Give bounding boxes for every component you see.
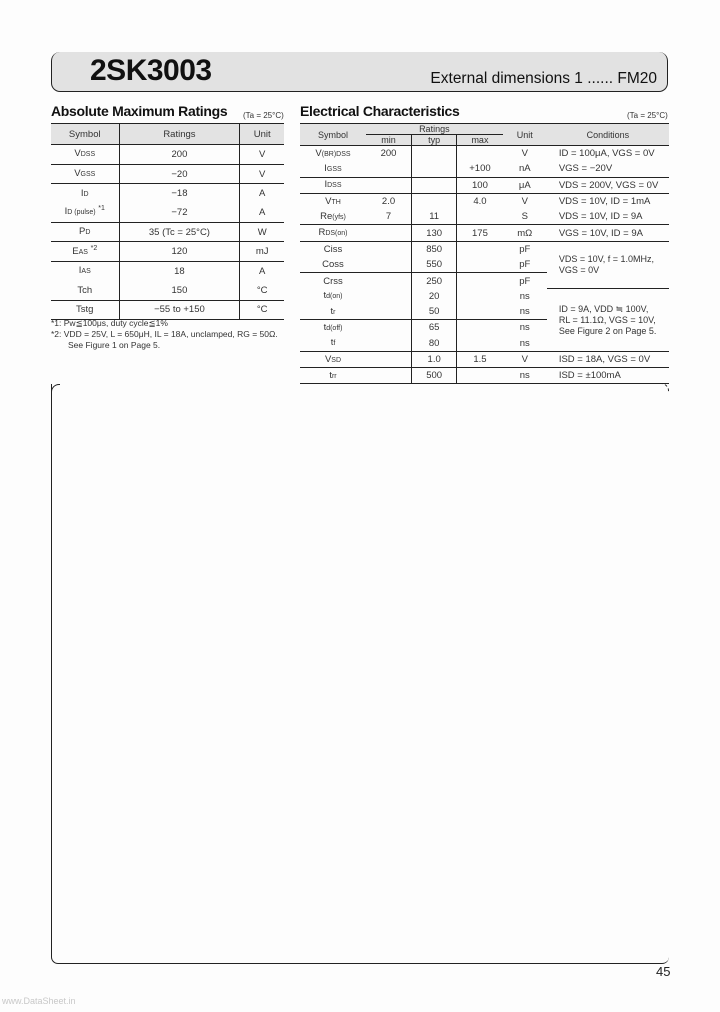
symbol-sub: d(on) [326,293,343,301]
table-row [51,145,284,165]
table-row [300,177,669,193]
table-row [51,164,284,184]
unit: V [240,164,284,184]
unit: pF [519,243,531,255]
electrical-characteristics-table [300,123,669,384]
column-header-conditions: Conditions [547,124,669,146]
table-row [51,184,284,203]
external-dimensions: External dimensions 1 ...... FM20 [430,70,657,87]
table-row [300,351,669,367]
rating: −72 [119,203,240,222]
min: 7 [366,209,412,225]
unit: V [503,351,547,367]
footnote-2: *2: VDD = 25V, L = 650μH, IL = 18A, unclamped, RG = 50Ω. [51,329,278,339]
symbol-sub: D (pulse) [67,209,96,217]
symbol: P [79,226,86,238]
table-row [51,281,284,300]
unit: ns [503,336,547,352]
typ [412,177,457,193]
symbol: t [330,305,334,317]
switching-condition-line: RL = 11.1Ω, VGS = 10V, [558,314,656,325]
unit: pF [503,257,547,273]
symbol: t [329,369,332,381]
min [366,289,412,304]
min: 200 [380,148,397,160]
min: 2.0 [381,196,396,208]
table-row [300,193,669,209]
max [457,146,503,162]
symbol-sub: D [85,229,91,237]
ec-title: Electrical Characteristics [300,103,460,119]
capacitance-condition-line: VGS = 0V [558,264,600,275]
table-row [300,241,669,257]
typ [412,146,457,162]
symbol: R [318,227,326,239]
conditions: VDS = 200V, VGS = 0V [547,177,669,193]
typ: 80 [412,336,457,352]
symbol-sub: d(off) [326,324,343,332]
column-header-unit: Unit [240,124,284,145]
unit: V [240,145,284,165]
conditions: VDS = 10V, ID = 9A [547,209,669,225]
content-frame [51,384,669,964]
rating: 18 [119,262,240,281]
unit: V [521,148,528,160]
unit: nA [503,161,547,177]
symbol: t [330,337,334,349]
max [457,304,503,320]
symbol: Ciss [323,243,343,255]
symbol-sub: rr [331,372,337,380]
symbol-sub: SD [331,356,342,364]
amr-condition-note: (Ta = 25°C) [243,111,284,120]
title-box [51,52,668,92]
switching-conditions [547,289,669,352]
typ: 850 [412,241,457,257]
symbol-sub: (BR)DSS [321,150,351,158]
symbol-sub: TH [331,198,341,206]
footnote-marker: *1 [98,205,105,213]
table-row [51,262,284,281]
min [366,257,412,273]
symbol: V [324,353,332,365]
min [366,241,412,257]
column-header-min: min [366,135,412,146]
table-row [300,289,669,304]
unit: ns [503,304,547,320]
typ: 11 [412,209,457,225]
typ: 50 [412,304,457,320]
unit: S [503,209,547,225]
symbol: t [323,321,327,333]
unit: W [240,222,284,242]
footnote-1: *1: Pw≦100μs, duty cycle≦1% [51,318,168,328]
symbol-sub: D [83,190,89,198]
max: 1.5 [457,351,503,367]
unit: A [259,265,266,277]
rating: 120 [119,242,240,262]
symbol: V [315,147,322,159]
capacitance-condition-line: VDS = 10V, f = 1.0MHz, [558,253,655,264]
max [457,209,503,225]
min [366,336,412,352]
unit: A [259,188,266,200]
conditions: VGS = −20V [547,161,669,177]
typ: 20 [412,289,457,304]
max [457,289,503,304]
max [457,368,503,384]
symbol: Crss [323,275,343,287]
amr-title: Absolute Maximum Ratings [51,103,228,119]
table-row [300,225,669,241]
symbol-sub: (yfs) [332,213,346,221]
conditions: ISD = 18A, VGS = 0V [547,351,669,367]
absolute-maximum-ratings-table [51,123,284,320]
unit: ns [519,290,530,302]
symbol: E [72,245,79,257]
table-row [300,209,669,225]
column-header-unit: Unit [503,124,547,146]
max: 4.0 [473,196,487,208]
typ: 65 [412,320,457,336]
symbol-sub: GSS [80,171,96,179]
capacitance-conditions [547,241,669,288]
rating: 35 (Tc = 25°C) [119,222,240,242]
max [457,257,503,273]
max [457,320,503,336]
column-header-ratings: Ratings [119,124,240,145]
watermark: www.DataSheet.in [2,996,76,1006]
table-row [51,222,284,242]
frame-corner-top-left [51,384,60,393]
column-header-max: max [457,135,503,146]
min [366,225,412,241]
symbol: Coss [300,257,366,273]
typ: 1.0 [412,351,457,367]
symbol: V [325,195,332,207]
min [366,351,412,367]
column-header-symbol: Symbol [51,124,119,145]
typ [412,193,457,209]
max: 175 [457,225,503,241]
symbol-sub: DSS [327,182,342,190]
typ: 250 [412,273,457,289]
min [366,368,412,384]
min [366,304,412,320]
symbol: Re [320,210,333,222]
table-row [300,368,669,384]
symbol: I [80,187,84,199]
symbol: I [324,162,327,174]
table-row [51,300,284,320]
footnote-marker: *2 [90,244,98,252]
min [366,320,412,336]
unit: °C [240,281,284,300]
typ: 130 [412,225,457,241]
symbol: Tch [77,284,93,296]
symbol-sub: GSS [326,165,342,173]
min [366,177,412,193]
rating: 150 [119,281,240,300]
conditions: VDS = 10V, ID = 1mA [558,196,651,208]
rating: −20 [119,164,240,184]
rating: 200 [119,145,240,165]
symbol-sub: AS [78,248,88,256]
ec-condition-note: (Ta = 25°C) [627,111,668,120]
symbol-sub: DSS [80,151,96,159]
typ: 550 [412,257,457,273]
conditions: ID = 100μA, VGS = 0V [558,148,655,160]
max [457,273,503,289]
max: 100 [457,177,503,193]
symbol: t [323,290,327,302]
min [366,273,412,289]
typ [412,161,457,177]
unit: mJ [240,242,284,262]
conditions: VGS = 10V, ID = 9A [547,225,669,241]
part-number: 2SK3003 [90,54,212,87]
switching-condition-line: See Figure 2 on Page 5. [558,325,657,336]
switching-condition-line: ID = 9A, VDD ≒ 100V, [558,303,649,314]
unit: °C [256,304,268,316]
max [457,241,503,257]
rating: −55 to +150 [119,300,240,320]
min [366,161,412,177]
symbol-sub: f [333,340,336,348]
table-row [51,242,284,262]
symbol-sub: r [333,308,336,316]
max [457,336,503,352]
typ: 500 [412,368,457,384]
column-header-ratings: Ratings [366,124,503,135]
symbol: I [64,206,68,218]
footnotes [51,318,278,351]
unit: μA [503,177,547,193]
column-header-typ: typ [412,135,457,146]
rating: −18 [119,184,240,203]
unit: V [521,196,528,208]
symbol: I [324,179,328,191]
symbol-sub: DS(on) [325,230,348,238]
max: +100 [457,161,503,177]
unit: pF [519,275,531,287]
symbol-sub: AS [81,268,91,276]
table-row [300,161,669,177]
symbol: V [74,168,81,180]
column-header-symbol: Symbol [300,124,366,146]
footnote-2-ref: See Figure 1 on Page 5. [68,340,161,350]
unit: ns [519,370,530,382]
unit: ns [519,322,530,334]
unit: mΩ [503,225,547,241]
table-row [300,146,669,162]
symbol: I [78,265,82,277]
conditions: ISD = ±100mA [558,370,621,382]
symbol: Tstg [76,304,94,316]
symbol: V [74,148,81,160]
page-number: 45 [656,964,671,979]
table-row [51,203,284,222]
unit: A [240,203,284,222]
